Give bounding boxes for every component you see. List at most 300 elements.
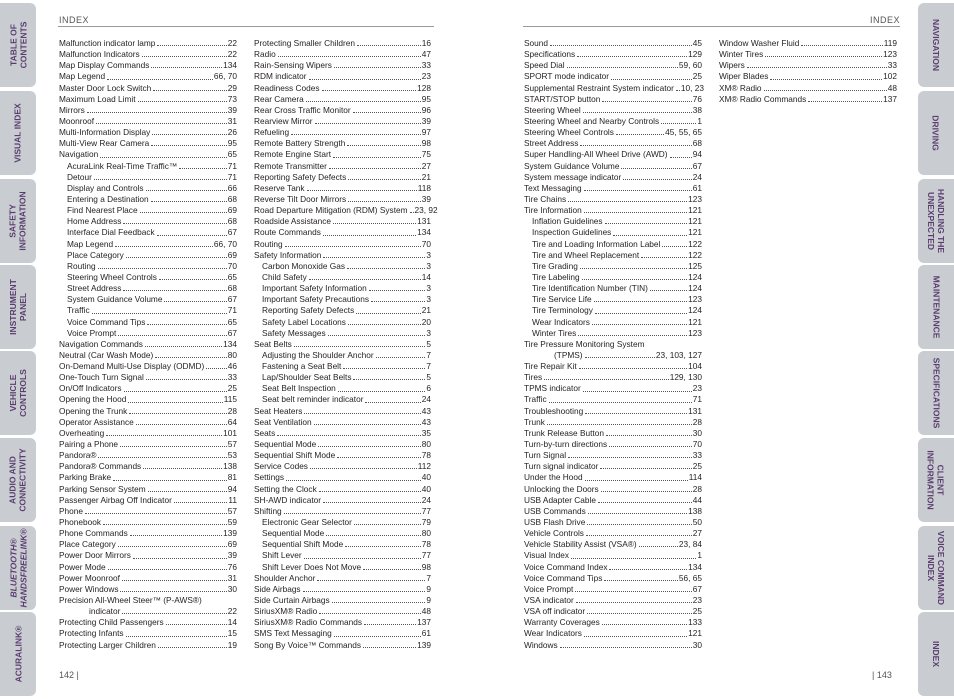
entry-page-ref[interactable]: 134 (688, 561, 702, 572)
entry-page-ref[interactable]: 5 (426, 338, 431, 349)
index-subentry (59, 317, 237, 328)
index-entry (59, 417, 237, 428)
entry-page-ref[interactable]: 5 (426, 372, 431, 383)
entry-page-ref[interactable]: 98 (421, 138, 431, 149)
entry-page-ref[interactable]: 30 (227, 583, 237, 594)
entry-page-ref[interactable]: 80 (227, 349, 237, 360)
entry-page-ref[interactable]: 1 (697, 115, 702, 126)
entry-page-ref[interactable]: 25 (227, 383, 237, 394)
entry-page-ref[interactable]: 20 (421, 316, 431, 327)
entry-page-ref[interactable]: 124 (688, 305, 702, 316)
entry-term: Tire Identification Number (TIN) (532, 283, 648, 294)
entry-page-ref[interactable]: 23, 84 (678, 539, 702, 550)
entry-page-ref[interactable]: 39 (227, 550, 237, 561)
dot-leader (747, 67, 887, 68)
entry-page-ref[interactable]: 134 (417, 227, 431, 238)
entry-term: Seat Belt Inspection (262, 383, 336, 394)
index-entry (254, 406, 431, 417)
entry-term: Street Address (524, 138, 579, 149)
dot-leader (153, 90, 227, 91)
entry-page-ref[interactable]: 102 (883, 71, 897, 82)
entry-page-ref[interactable]: 76 (227, 561, 237, 572)
entry-page-ref[interactable]: 123 (688, 294, 702, 305)
entry-page-ref[interactable]: 69 (227, 539, 237, 550)
entry-page-ref[interactable]: 75 (421, 149, 431, 160)
index-entry (524, 71, 702, 82)
dot-leader (87, 112, 227, 113)
dot-leader (568, 201, 687, 202)
tab-maintenance[interactable] (918, 265, 954, 349)
index-entry (254, 606, 431, 617)
entry-term: Super Handling-All Wheel Drive (AWD) (524, 149, 668, 160)
entry-page-ref[interactable]: 23, 103, 127 (655, 349, 702, 360)
entry-page-ref[interactable]: 134 (223, 338, 237, 349)
dot-leader (98, 268, 227, 269)
index-subentry (59, 283, 237, 294)
entry-page-ref[interactable]: 1 (697, 550, 702, 561)
entry-term: SiriusXM® Radio (254, 606, 318, 617)
dot-leader (284, 513, 421, 514)
entry-page-ref[interactable]: 112 (417, 461, 431, 472)
entry-term: Voice Command Tips (524, 572, 603, 583)
tab-audio-connectivity[interactable] (0, 438, 36, 522)
entry-term: Navigation Commands (59, 338, 143, 349)
entry-page-ref[interactable]: 71 (227, 171, 237, 182)
entry-page-ref[interactable]: 129, 130 (669, 372, 702, 383)
entry-page-ref[interactable]: 40 (421, 472, 431, 483)
entry-page-ref[interactable]: 131 (417, 216, 431, 227)
entry-page-ref[interactable]: 25 (692, 461, 702, 472)
entry-page-ref[interactable]: 3 (426, 249, 431, 260)
entry-page-ref[interactable]: 66, 70 (213, 71, 237, 82)
dot-leader (567, 67, 678, 68)
entry-page-ref[interactable]: 66, 70 (213, 238, 237, 249)
entry-page-ref[interactable]: 28 (692, 483, 702, 494)
entry-page-ref[interactable]: 121 (688, 628, 702, 639)
entry-term: Protecting Child Passengers (59, 617, 164, 628)
entry-term: SiriusXM® Radio Commands (254, 617, 363, 628)
page-header-left: INDEX (59, 15, 90, 25)
tab-driving[interactable] (918, 91, 954, 175)
dot-leader (338, 391, 426, 392)
entry-page-ref[interactable]: 123 (688, 193, 702, 204)
entry-page-ref[interactable]: 68 (227, 193, 237, 204)
entry-page-ref[interactable]: 22 (227, 49, 237, 60)
entry-page-ref[interactable]: 48 (887, 82, 897, 93)
tab-safety-information[interactable] (0, 179, 36, 263)
dot-leader (575, 591, 691, 592)
entry-page-ref[interactable]: 59, 60 (678, 60, 702, 71)
entry-term: Readiness Codes (254, 82, 320, 93)
index-entry (524, 339, 702, 350)
dot-leader (661, 123, 696, 124)
entry-page-ref[interactable]: 70 (421, 238, 431, 249)
tab-label: TABLE OF CONTENTS (8, 21, 28, 69)
entry-page-ref[interactable]: 45 (692, 37, 702, 48)
index-entry (524, 495, 702, 506)
entry-page-ref[interactable]: 122 (688, 238, 702, 249)
entry-page-ref[interactable]: 21 (421, 305, 431, 316)
dot-leader (560, 647, 692, 648)
tab-instrument-panel[interactable] (0, 265, 36, 349)
entry-page-ref[interactable]: 21 (421, 171, 431, 182)
entry-term: SH-AWD indicator (254, 494, 322, 505)
dot-leader (326, 535, 420, 536)
entry-page-ref[interactable]: 115 (223, 394, 237, 405)
entry-page-ref[interactable]: 64 (227, 416, 237, 427)
entry-page-ref[interactable]: 29 (227, 82, 237, 93)
entry-page-ref[interactable]: 53 (227, 450, 237, 461)
entry-page-ref[interactable]: 78 (421, 450, 431, 461)
entry-page-ref[interactable]: 95 (421, 93, 431, 104)
tab-visual-index[interactable] (0, 91, 36, 175)
tab-specifications[interactable] (918, 351, 954, 435)
entry-page-ref[interactable]: 68 (692, 138, 702, 149)
entry-page-ref[interactable]: 19 (227, 639, 237, 650)
dot-leader (410, 212, 414, 213)
entry-page-ref[interactable]: 68 (227, 283, 237, 294)
tab-table-of-contents[interactable] (0, 3, 36, 87)
entry-term: Rear Camera (254, 93, 304, 104)
dot-leader (623, 179, 691, 180)
index-entry (254, 116, 431, 127)
dot-leader (334, 67, 421, 68)
dot-leader (124, 391, 227, 392)
entry-page-ref[interactable]: 25 (692, 606, 702, 617)
entry-page-ref[interactable]: 134 (223, 60, 237, 71)
dot-leader (609, 446, 692, 447)
entry-page-ref[interactable]: 61 (421, 628, 431, 639)
entry-page-ref[interactable]: 125 (688, 260, 702, 271)
index-entry (254, 461, 431, 472)
entry-page-ref[interactable]: 9 (426, 583, 431, 594)
entry-page-ref[interactable]: 122 (688, 249, 702, 260)
entry-page-ref[interactable]: 98 (421, 561, 431, 572)
dot-leader (595, 313, 687, 314)
entry-term: USB Adapter Cable (524, 494, 596, 505)
entry-page-ref[interactable]: 123 (883, 49, 897, 60)
dot-leader (662, 246, 687, 247)
entry-page-ref[interactable]: 123 (688, 327, 702, 338)
dot-leader (120, 591, 226, 592)
entry-page-ref[interactable]: 23, 92 (414, 205, 438, 216)
entry-page-ref[interactable]: 23 (421, 71, 431, 82)
entry-page-ref[interactable]: 124 (688, 283, 702, 294)
entry-page-ref[interactable]: 68 (227, 216, 237, 227)
dot-leader (587, 613, 692, 614)
entry-page-ref[interactable]: 114 (688, 472, 702, 483)
entry-page-ref[interactable]: 50 (692, 517, 702, 528)
entry-page-ref[interactable]: 43 (421, 405, 431, 416)
entry-page-ref[interactable]: 33 (887, 60, 897, 71)
entry-page-ref[interactable]: 7 (426, 361, 431, 372)
tab-bluetooth-handsfreelink[interactable] (0, 526, 36, 610)
entry-term: Tire Service Life (532, 294, 592, 305)
index-entry (524, 417, 702, 428)
entry-page-ref[interactable]: 3 (426, 294, 431, 305)
entry-page-ref[interactable]: 38 (692, 104, 702, 115)
entry-term: Tire Information (524, 205, 582, 216)
tab-acuralink[interactable] (0, 612, 36, 696)
index-entry (524, 138, 702, 149)
entry-page-ref[interactable]: 67 (227, 294, 237, 305)
entry-page-ref[interactable]: 129 (688, 49, 702, 60)
entry-page-ref[interactable]: 77 (421, 505, 431, 516)
index-subentry (254, 272, 431, 283)
entry-page-ref[interactable]: 16 (421, 37, 431, 48)
entry-page-ref[interactable]: 45, 55, 65 (665, 127, 702, 138)
entry-page-ref[interactable]: 30 (692, 639, 702, 650)
entry-page-ref[interactable]: 138 (223, 461, 237, 472)
dot-leader (580, 268, 687, 269)
entry-page-ref[interactable]: 3 (426, 260, 431, 271)
entry-page-ref[interactable]: 33 (227, 372, 237, 383)
entry-page-ref[interactable]: 27 (421, 160, 431, 171)
index-entry (254, 573, 431, 584)
entry-page-ref[interactable]: 79 (421, 517, 431, 528)
dot-leader (547, 424, 692, 425)
entry-page-ref[interactable]: 61 (692, 182, 702, 193)
entry-page-ref[interactable]: 35 (421, 427, 431, 438)
entry-page-ref[interactable]: 6 (426, 383, 431, 394)
entry-page-ref[interactable]: 59 (227, 517, 237, 528)
dot-leader (670, 157, 692, 158)
dot-leader (605, 223, 688, 224)
entry-page-ref[interactable]: 57 (227, 439, 237, 450)
entry-page-ref[interactable]: 137 (883, 93, 897, 104)
index-entry (59, 606, 237, 617)
entry-term: Carbon Monoxide Gas (262, 260, 346, 271)
entry-page-ref[interactable]: 24 (692, 171, 702, 182)
entry-term: Street Address (67, 283, 122, 294)
entry-term: Remote Engine Start (254, 149, 332, 160)
entry-page-ref[interactable]: 94 (692, 149, 702, 160)
entry-page-ref[interactable]: 121 (688, 205, 702, 216)
index-subentry (254, 383, 431, 394)
entry-page-ref[interactable]: 80 (421, 439, 431, 450)
entry-page-ref[interactable]: 31 (227, 572, 237, 583)
entry-page-ref[interactable]: 57 (227, 505, 237, 516)
entry-term: XM® Radio (719, 82, 762, 93)
entry-page-ref[interactable]: 14 (227, 617, 237, 628)
entry-term: Wipers (719, 60, 745, 71)
entry-page-ref[interactable]: 70 (227, 260, 237, 271)
index-subentry (254, 562, 431, 573)
entry-page-ref[interactable]: 3 (426, 327, 431, 338)
entry-page-ref[interactable]: 80 (421, 528, 431, 539)
entry-term: Roadside Assistance (254, 216, 332, 227)
entry-page-ref[interactable]: 76 (692, 93, 702, 104)
entry-term: Opening the Trunk (59, 405, 128, 416)
index-entry (524, 127, 702, 138)
dot-leader (363, 647, 416, 648)
entry-page-ref[interactable]: 56, 65 (678, 572, 702, 583)
entry-page-ref[interactable]: 66 (227, 182, 237, 193)
entry-page-ref[interactable]: 71 (692, 394, 702, 405)
entry-page-ref[interactable]: 28 (692, 416, 702, 427)
entry-page-ref[interactable]: 77 (421, 550, 431, 561)
entry-page-ref[interactable]: 69 (227, 205, 237, 216)
entry-term: On-Demand Multi-Use Display (ODMD) (59, 361, 205, 372)
tab-voice-command-index[interactable] (918, 526, 954, 610)
entry-page-ref[interactable]: 65 (227, 271, 237, 282)
index-entry (59, 595, 237, 606)
index-entry (254, 617, 431, 628)
tab-handling-unexpected[interactable] (918, 179, 954, 263)
index-subentry (59, 261, 237, 272)
entry-page-ref[interactable]: 67 (692, 160, 702, 171)
entry-page-ref[interactable]: 7 (426, 349, 431, 360)
entry-page-ref[interactable]: 121 (688, 216, 702, 227)
entry-page-ref[interactable]: 71 (227, 160, 237, 171)
entry-page-ref[interactable]: 3 (426, 283, 431, 294)
entry-term: Seat Heaters (254, 405, 303, 416)
entry-page-ref[interactable]: 14 (421, 271, 431, 282)
entry-term: Protecting Larger Children (59, 639, 156, 650)
entry-page-ref[interactable]: 81 (227, 472, 237, 483)
index-entry (524, 439, 702, 450)
index-subentry (254, 305, 431, 316)
entry-page-ref[interactable]: 25 (692, 71, 702, 82)
index-entry (524, 628, 702, 639)
entry-page-ref[interactable]: 33 (692, 450, 702, 461)
dot-leader (142, 56, 227, 57)
entry-page-ref[interactable]: 11 (228, 494, 237, 505)
entry-term: Remote Transmitter (254, 160, 327, 171)
entry-term: Sound (524, 37, 548, 48)
dot-leader (309, 279, 421, 280)
entry-page-ref[interactable]: 118 (417, 182, 431, 193)
dot-leader (376, 357, 426, 358)
entry-page-ref[interactable]: 24 (421, 394, 431, 405)
entry-page-ref[interactable]: 40 (421, 483, 431, 494)
entry-term: Turn-by-turn directions (524, 439, 608, 450)
entry-term: Winter Tires (532, 327, 577, 338)
index-entry (524, 528, 702, 539)
entry-page-ref[interactable]: 67 (227, 327, 237, 338)
entry-page-ref[interactable]: 73 (227, 93, 237, 104)
entry-page-ref[interactable]: 128 (417, 82, 431, 93)
dot-leader (345, 546, 421, 547)
index-entry (254, 49, 431, 60)
entry-page-ref[interactable]: 46 (227, 361, 237, 372)
dot-leader (133, 558, 227, 559)
entry-page-ref[interactable]: 39 (421, 193, 431, 204)
entry-page-ref[interactable]: 95 (227, 138, 237, 149)
entry-page-ref[interactable]: 94 (227, 483, 237, 494)
entry-page-ref[interactable]: 23 (692, 595, 702, 606)
tab-label: BLUETOOTH® HANDSFREELINK® (8, 528, 28, 608)
entry-page-ref[interactable]: 139 (417, 639, 431, 650)
entry-page-ref[interactable]: 44 (692, 494, 702, 505)
entry-term: Side Curtain Airbags (254, 595, 330, 606)
entry-page-ref[interactable]: 22 (227, 606, 237, 617)
entry-page-ref[interactable]: 97 (421, 127, 431, 138)
entry-page-ref[interactable]: 39 (421, 115, 431, 126)
dot-leader (582, 279, 687, 280)
entry-page-ref[interactable]: 138 (688, 505, 702, 516)
entry-page-ref[interactable]: 39 (227, 104, 237, 115)
dot-leader (307, 190, 417, 191)
index-subentry (524, 227, 702, 238)
entry-page-ref[interactable]: 10, 23 (680, 82, 704, 93)
entry-page-ref[interactable]: 48 (421, 606, 431, 617)
entry-term: Safety Messages (262, 327, 326, 338)
entry-page-ref[interactable]: 67 (227, 227, 237, 238)
index-entry (524, 194, 702, 205)
entry-page-ref[interactable]: 23 (692, 383, 702, 394)
entry-page-ref[interactable]: 133 (688, 617, 702, 628)
dot-leader (357, 45, 421, 46)
entry-page-ref[interactable]: 31 (227, 115, 237, 126)
entry-page-ref[interactable]: 104 (688, 361, 702, 372)
entry-page-ref[interactable]: 131 (688, 405, 702, 416)
entry-page-ref[interactable]: 124 (688, 271, 702, 282)
entry-page-ref[interactable]: 101 (223, 427, 237, 438)
entry-page-ref[interactable]: 26 (227, 127, 237, 138)
entry-page-ref[interactable]: 70 (692, 439, 702, 450)
dot-leader (369, 290, 426, 291)
entry-page-ref[interactable]: 28 (227, 405, 237, 416)
page-number-left: 142 | (59, 670, 79, 680)
entry-page-ref[interactable]: 47 (421, 49, 431, 60)
entry-page-ref[interactable]: 22 (227, 37, 237, 48)
tab-navigation[interactable] (918, 3, 954, 87)
entry-page-ref[interactable]: 119 (883, 37, 897, 48)
entry-page-ref[interactable]: 69 (227, 249, 237, 260)
index-entry (59, 127, 237, 138)
index-entry (524, 105, 702, 116)
index-entry (59, 49, 237, 60)
entry-page-ref[interactable]: 30 (692, 427, 702, 438)
entry-page-ref[interactable]: 78 (421, 539, 431, 550)
entry-page-ref[interactable]: 33 (421, 60, 431, 71)
entry-page-ref[interactable]: 67 (692, 583, 702, 594)
index-entry (254, 71, 431, 82)
entry-page-ref[interactable]: 7 (426, 572, 431, 583)
entry-term: Windows (524, 639, 558, 650)
entry-page-ref[interactable]: 137 (417, 617, 431, 628)
entry-page-ref[interactable]: 43 (421, 416, 431, 427)
dot-leader (585, 480, 688, 481)
dot-leader (118, 335, 226, 336)
dot-leader (318, 446, 420, 447)
index-entry (524, 94, 702, 105)
entry-term: Wear Indicators (532, 316, 590, 327)
index-entry (59, 617, 237, 628)
index-entry (254, 149, 431, 160)
entry-page-ref[interactable]: 139 (223, 528, 237, 539)
entry-term: Map Legend (67, 238, 114, 249)
entry-page-ref[interactable]: 121 (688, 316, 702, 327)
entry-page-ref[interactable]: 24 (421, 494, 431, 505)
entry-term: Routing (254, 238, 283, 249)
entry-page-ref[interactable]: 121 (688, 227, 702, 238)
tab-vehicle-controls[interactable] (0, 351, 36, 435)
entry-page-ref[interactable]: 71 (227, 305, 237, 316)
index-entry (59, 38, 237, 49)
tab-client-information[interactable] (918, 438, 954, 522)
index-entry (524, 584, 702, 595)
entry-page-ref[interactable]: 27 (692, 528, 702, 539)
entry-page-ref[interactable]: 15 (227, 628, 237, 639)
entry-page-ref[interactable]: 65 (227, 316, 237, 327)
tab-label: SAFETY INFORMATION (8, 191, 28, 251)
entry-page-ref[interactable]: 96 (421, 104, 431, 115)
entry-page-ref[interactable]: 65 (227, 149, 237, 160)
entry-page-ref[interactable]: 9 (426, 595, 431, 606)
tab-index[interactable] (918, 612, 954, 696)
